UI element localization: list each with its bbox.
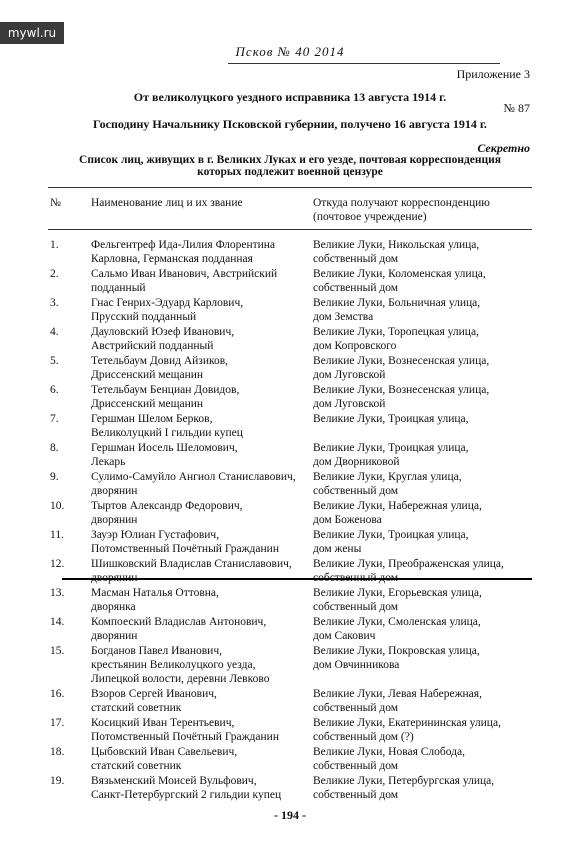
table-row: [0, 499, 580, 528]
person-name-line: Дриссенский мещанин: [91, 369, 204, 381]
mail-address-line: Великие Луки, Троицкая улица,: [313, 529, 469, 541]
person-name: [91, 412, 311, 440]
mail-address-line: собственный дом: [313, 601, 399, 613]
table-row: [0, 267, 580, 296]
person-name-line: Гершман Иосель Шеломович,: [91, 442, 238, 454]
row-number-line: 2.: [50, 268, 59, 280]
row-number-line: 5.: [50, 355, 59, 367]
running-header: Псков № 40 2014: [235, 44, 345, 59]
row-number: [50, 644, 64, 658]
row-number-line: 3.: [50, 297, 59, 309]
title-line-1: Список лиц, живущих в г. Великих Луках и его уезде, почтовая корреспонденция: [79, 154, 501, 166]
person-name-line: подданный: [91, 282, 146, 294]
person-name-line: статский советник: [91, 760, 182, 772]
row-number: [50, 296, 59, 310]
mail-address-line: Великие Луки, Набережная улица,: [313, 500, 482, 512]
table-row: [0, 687, 580, 716]
mail-address: [313, 325, 533, 353]
person-name-line: Цыбовский Иван Савельевич,: [91, 746, 238, 758]
page-number: - 194 -: [274, 808, 306, 822]
person-name-line: Фельгентреф Ида-Лилия Флорентина: [91, 239, 276, 251]
row-number-line: 8.: [50, 442, 59, 454]
secret-mark: Секретно: [477, 141, 530, 155]
mail-address-line: Великие Луки, Коломенская улица,: [313, 268, 486, 280]
row-number: [50, 238, 59, 252]
table-row: [0, 644, 580, 687]
mail-address: [313, 687, 533, 715]
table-row: [0, 238, 580, 267]
person-name-line: Тетельбаум Бенциан Довидов,: [91, 384, 240, 396]
person-name-line: Карловна, Германская подданная: [91, 253, 253, 265]
person-name: [91, 615, 311, 643]
header-to: Господину Начальнику Псковской губернии, получено 16 августа 1914 г.: [93, 117, 487, 131]
person-name: [91, 383, 311, 411]
table-row: [0, 383, 580, 412]
table-row: [0, 586, 580, 615]
mail-address: [313, 557, 533, 585]
highlight-underline: [62, 578, 532, 580]
row-number: [50, 354, 59, 368]
row-number: [50, 441, 59, 455]
row-number-line: 4.: [50, 326, 59, 338]
mail-address-line: Великие Луки, Покровская улица,: [313, 645, 480, 657]
column-header-name: Наименование лиц и их звание: [91, 197, 243, 209]
mail-address-line: Великие Луки, Вознесенская улица,: [313, 355, 490, 367]
row-number: [50, 528, 64, 542]
mail-address: [313, 470, 533, 498]
mail-address-line: Великие Луки, Новая Слобода,: [313, 746, 466, 758]
mail-address: [313, 412, 533, 426]
row-number: [50, 716, 64, 730]
mail-address-line: дом Луговской: [313, 398, 386, 410]
person-name-line: дворянка: [91, 601, 136, 613]
header-rule: [228, 63, 500, 64]
mail-address-line: собственный дом (?): [313, 731, 414, 743]
row-number-line: 13.: [50, 587, 65, 599]
row-number: [50, 687, 64, 701]
table-row: [0, 441, 580, 470]
mail-address: [313, 238, 533, 266]
row-number-line: 19.: [50, 775, 65, 787]
person-name-line: крестьянин Великолуцкого уезда,: [91, 659, 256, 671]
mail-address-line: дом жены: [313, 543, 362, 555]
person-name-line: Гнас Генрих-Эдуард Карлович,: [91, 297, 244, 309]
site-watermark: mywl.ru: [0, 22, 64, 44]
mail-address-line: собственный дом: [313, 760, 399, 772]
mail-address-line: дом Земства: [313, 311, 374, 323]
mail-address-line: Великие Луки, Екатерининская улица,: [313, 717, 501, 729]
table-row: [0, 412, 580, 441]
mail-address-line: собственный дом: [313, 789, 399, 801]
person-name-line: Сальмо Иван Иванович, Австрийский: [91, 268, 278, 280]
table-row: [0, 745, 580, 774]
mail-address-line: Великие Луки, Левая Набережная,: [313, 688, 482, 700]
person-name-line: Дауловский Юзеф Иванович,: [91, 326, 235, 338]
row-number-line: 15.: [50, 645, 65, 657]
person-name: [91, 267, 311, 295]
table-header-rule: [48, 229, 532, 230]
mail-address: [313, 716, 533, 744]
mail-address: [313, 441, 533, 469]
mail-address-line: собственный дом: [313, 282, 399, 294]
table-row: [0, 615, 580, 644]
table-row: [0, 296, 580, 325]
table-row: [0, 774, 580, 803]
person-name: [91, 296, 311, 324]
person-name-line: Богданов Павел Иванович,: [91, 645, 222, 657]
person-name: [91, 644, 311, 686]
row-number-line: 7.: [50, 413, 59, 425]
row-number: [50, 267, 59, 281]
person-name-line: Взоров Сергей Иванович,: [91, 688, 217, 700]
person-name-line: статский советник: [91, 702, 182, 714]
person-name-line: Вязьменский Моисей Вульфович,: [91, 775, 257, 787]
column-header-number: №: [50, 197, 61, 209]
table-row: [0, 528, 580, 557]
mail-address: [313, 745, 533, 773]
row-number: [50, 325, 59, 339]
table-row: [0, 716, 580, 745]
mail-address-line: Великие Луки, Торопецкая улица,: [313, 326, 479, 338]
person-name: [91, 774, 311, 802]
mail-address: [313, 528, 533, 556]
title-line-2: которых подлежит военной цензуре: [197, 166, 383, 178]
table-row: [0, 470, 580, 499]
row-number: [50, 383, 59, 397]
row-number-line: 16.: [50, 688, 65, 700]
person-name-line: Шишковский Владислав Станиславович,: [91, 558, 292, 570]
mail-address: [313, 615, 533, 643]
person-name-line: Лекарь: [91, 456, 126, 468]
row-number: [50, 557, 64, 571]
mail-address: [313, 296, 533, 324]
mail-address-line: Великие Луки, Петербургская улица,: [313, 775, 495, 787]
person-name: [91, 716, 311, 744]
mail-address-line: дом Копровского: [313, 340, 397, 352]
person-name: [91, 470, 311, 498]
person-name-line: Тетельбаум Довид Айзиков,: [91, 355, 229, 367]
person-name: [91, 586, 311, 614]
person-name-line: Косицкий Иван Терентьевич,: [91, 717, 235, 729]
row-number: [50, 586, 64, 600]
mail-address-line: дом Дворниковой: [313, 456, 400, 468]
mail-address: [313, 774, 533, 802]
row-number: [50, 499, 64, 513]
mail-address-line: дом Сакович: [313, 630, 376, 642]
person-name: [91, 441, 311, 469]
mail-address: [313, 586, 533, 614]
header-from: От великолуцкого уездного исправника 13 августа 1914 г.: [133, 90, 447, 104]
person-name: [91, 354, 311, 382]
table-row: [0, 354, 580, 383]
mail-address-line: Великие Луки, Смоленская улица,: [313, 616, 481, 628]
people-list: [0, 238, 580, 803]
column-header-address-line-2: (почтовое учреждение): [313, 211, 427, 223]
mail-address-line: дом Луговской: [313, 369, 386, 381]
mail-address-line: собственный дом: [313, 253, 399, 265]
mail-address: [313, 499, 533, 527]
person-name: [91, 499, 311, 527]
person-name-line: дворянин: [91, 630, 138, 642]
table-row: [0, 557, 580, 586]
person-name-line: дворянин: [91, 514, 138, 526]
row-number-line: 17.: [50, 717, 65, 729]
mail-address-line: Великие Луки, Круглая улица,: [313, 471, 462, 483]
mail-address-line: Великие Луки, Егорьевская улица,: [313, 587, 482, 599]
person-name: [91, 745, 311, 773]
person-name-line: Потомственный Почётный Гражданин: [91, 731, 279, 743]
person-name-line: Великолуцкий I гильдии купец: [91, 427, 243, 439]
person-name-line: Сулимо-Самуйло Ангиол Станиславович,: [91, 471, 296, 483]
table-top-rule: [48, 187, 532, 188]
mail-address-line: Великие Луки, Преображенская улица,: [313, 558, 504, 570]
table-row: [0, 325, 580, 354]
mail-address: [313, 354, 533, 382]
mail-address-line: собственный дом: [313, 702, 399, 714]
person-name-line: Австрийский подданный: [91, 340, 214, 352]
row-number-line: 14.: [50, 616, 65, 628]
row-number-line: 10.: [50, 500, 65, 512]
row-number-line: 6.: [50, 384, 59, 396]
mail-address: [313, 644, 533, 672]
annex-label: Приложение 3: [456, 67, 530, 81]
person-name-line: Прусский подданный: [91, 311, 197, 323]
mail-address-line: Великие Луки, Троицкая улица,: [313, 413, 469, 425]
person-name: [91, 687, 311, 715]
person-name: [91, 325, 311, 353]
mail-address-line: дом Боженова: [313, 514, 382, 526]
mail-address: [313, 267, 533, 295]
person-name-line: Санкт-Петербургский 2 гильдии купец: [91, 789, 282, 801]
person-name: [91, 557, 311, 585]
person-name-line: Тыртов Александр Федорович,: [91, 500, 243, 512]
row-number-line: 11.: [50, 529, 64, 541]
mail-address-line: собственный дом: [313, 485, 399, 497]
row-number-line: 1.: [50, 239, 59, 251]
mail-address-line: Великие Луки, Троицкая улица,: [313, 442, 469, 454]
column-header-address-line-1: Откуда получают корреспонденцию: [313, 197, 490, 209]
mail-address-line: Великие Луки, Вознесенская улица,: [313, 384, 490, 396]
list-title: [60, 154, 520, 178]
person-name-line: Дриссенский мещанин: [91, 398, 204, 410]
column-header-address: [313, 196, 490, 224]
person-name-line: Зауэр Юлиан Густафович,: [91, 529, 220, 541]
row-number-line: 9.: [50, 471, 59, 483]
mail-address: [313, 383, 533, 411]
row-number: [50, 615, 64, 629]
person-name-line: Гершман Шелом Берков,: [91, 413, 213, 425]
mail-address-line: дом Овчинникова: [313, 659, 400, 671]
mail-address-line: Великие Луки, Никольская улица,: [313, 239, 480, 251]
row-number: [50, 470, 59, 484]
person-name-line: дворянин: [91, 485, 138, 497]
row-number-line: 18.: [50, 746, 65, 758]
row-number: [50, 745, 64, 759]
person-name-line: Масман Наталья Оттовна,: [91, 587, 219, 599]
row-number-line: 12.: [50, 558, 65, 570]
person-name: [91, 528, 311, 556]
person-name-line: Липецкой волости, деревни Левково: [91, 673, 270, 685]
row-number: [50, 412, 59, 426]
person-name-line: Компоеский Владислав Антонович,: [91, 616, 267, 628]
person-name-line: Потомственный Почётный Гражданин: [91, 543, 279, 555]
mail-address-line: Великие Луки, Больничная улица,: [313, 297, 481, 309]
person-name: [91, 238, 311, 266]
document-number: № 87: [503, 101, 530, 115]
row-number: [50, 774, 64, 788]
